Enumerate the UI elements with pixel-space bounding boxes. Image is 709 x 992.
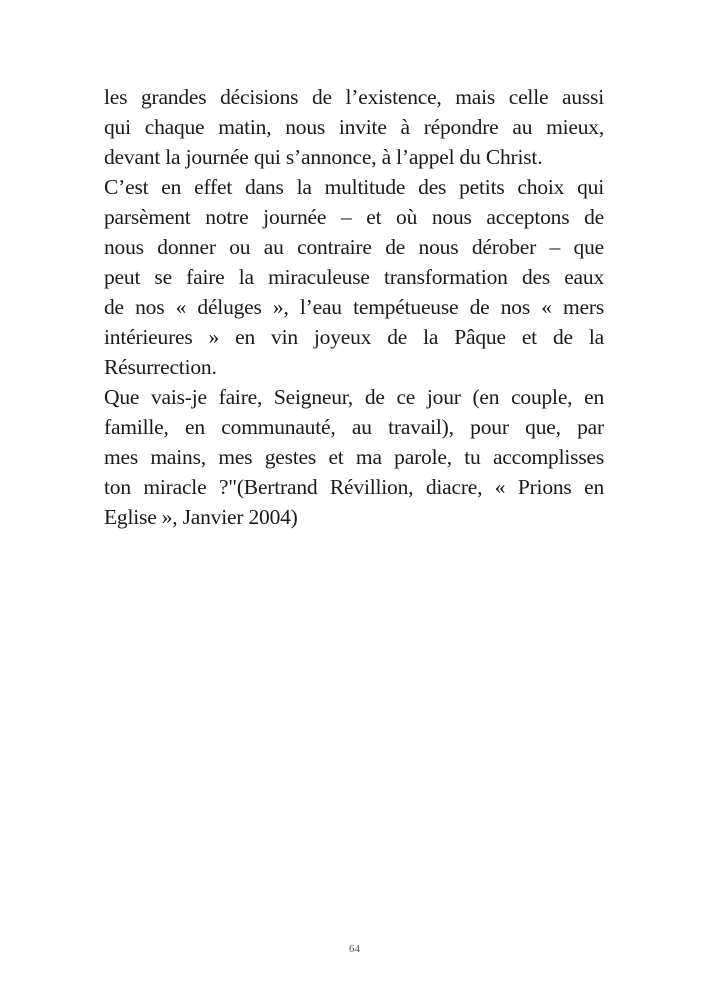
text-line-11: Que vais-je faire, Seigneur, de ce jour (en couple, en [104, 385, 604, 409]
text-line-3: devant la journée qui s’annonce, à l’appel du Christ. [104, 145, 543, 169]
text-line-7: peut se faire la miraculeuse transformation des eaux [104, 265, 604, 289]
text-line-1: les grandes décisions de l’existence, mais celle aussi [104, 85, 604, 109]
text-line-4: C’est en effet dans la multitude des petits choix qui [104, 175, 604, 199]
text-line-13: mes mains, mes gestes et ma parole, tu accomplisses [104, 445, 604, 469]
text-line-6: nous donner ou au contraire de nous dérober – que [104, 235, 604, 259]
body-text [104, 82, 604, 532]
page-number: 64 [349, 943, 360, 955]
text-line-10: Résurrection. [104, 355, 217, 379]
text-line-2: qui chaque matin, nous invite à répondre au mieux, [104, 115, 604, 139]
text-line-5: parsèment notre journée – et où nous acceptons de [104, 205, 604, 229]
text-line-12: famille, en communauté, au travail), pour que, par [104, 415, 604, 439]
text-line-14: ton miracle ?"(Bertrand Révillion, diacre, « Prions en [104, 475, 604, 499]
text-line-15: Eglise », Janvier 2004) [104, 505, 298, 529]
text-line-8: de nos « déluges », l’eau tempétueuse de nos « mers [104, 295, 604, 319]
text-line-9: intérieures » en vin joyeux de la Pâque et de la [104, 325, 604, 349]
